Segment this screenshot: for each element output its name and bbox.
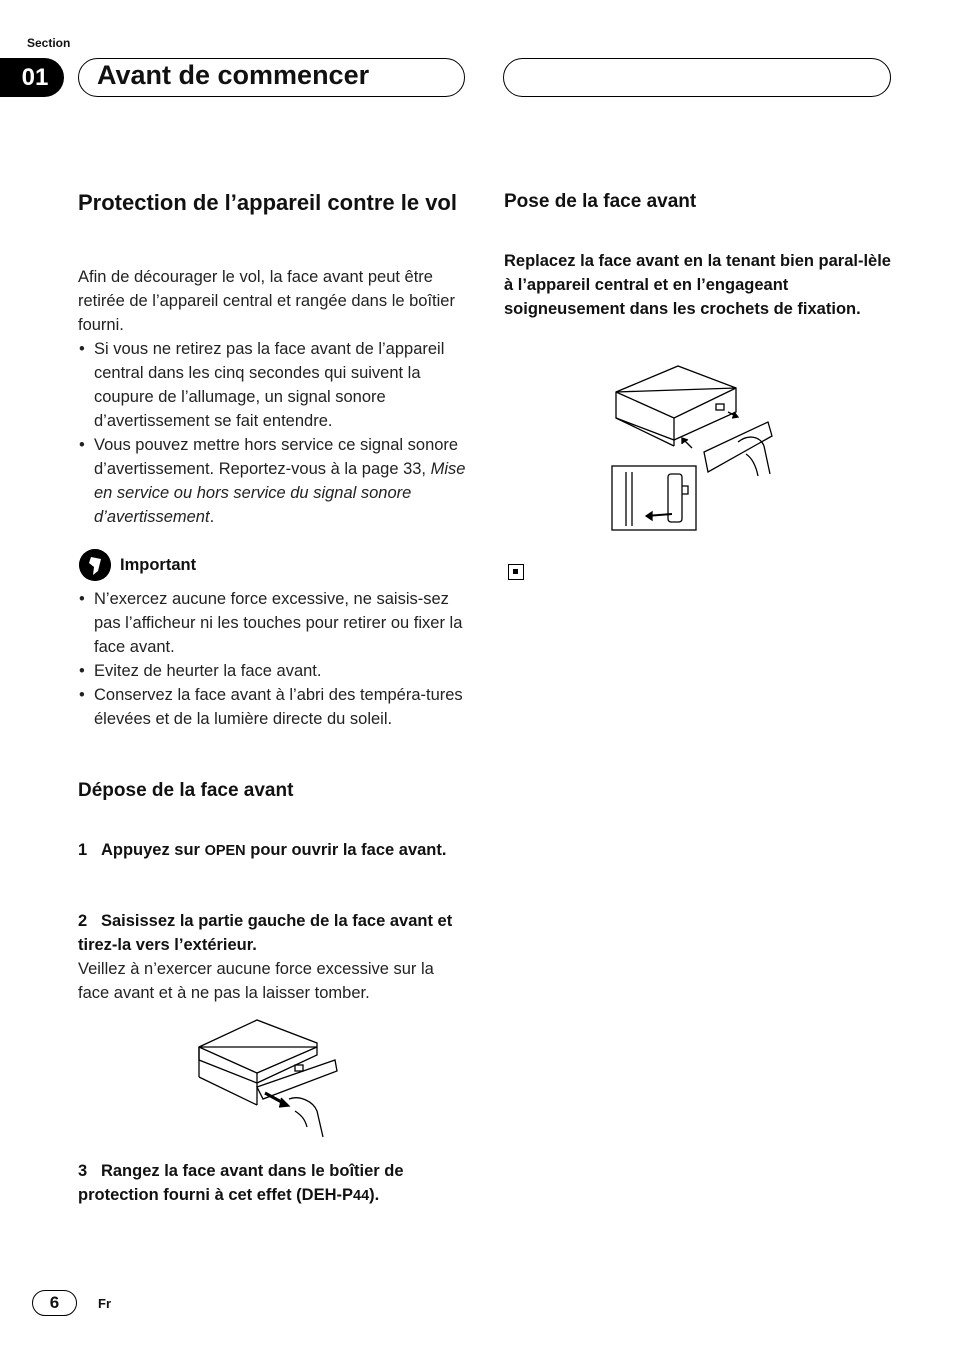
removal-illustration <box>195 1015 345 1140</box>
end-of-section-mark <box>508 564 524 580</box>
section-title: Avant de commencer <box>97 60 370 90</box>
step-text: Appuyez sur <box>100 841 205 859</box>
important-bullet: • Conservez la face avant à l’abri des tempéra-tures élevées et de la lumière directe du soleil. <box>78 683 470 731</box>
attach-heading: Pose de la face avant <box>504 191 697 212</box>
empty-title-box <box>503 58 891 97</box>
step-number: 2 <box>78 912 88 930</box>
theft-protection-heading: Protection de l’appareil contre le vol <box>78 190 457 215</box>
step-2 <box>78 909 468 1005</box>
step-3 <box>78 1159 463 1208</box>
important-bullets <box>78 587 470 731</box>
model-number: 44 <box>353 1188 370 1204</box>
intro-paragraph: Afin de décourager le vol, la face avant peut être retirée de l’appareil central et rangée dans le boîtier fourni. <box>78 268 455 334</box>
removal-heading: Dépose de la face avant <box>78 780 294 801</box>
important-notice <box>79 549 196 581</box>
bullet-text: Vous pouvez mettre hors service ce signal sonore d’avertissement. Reportez-vous à la page 33, <box>94 436 459 478</box>
step-text: pour ouvrir la face avant. <box>245 841 447 859</box>
bullet-warning-signal: • Si vous ne retirez pas la face avant de l’appareil central dans les cinq secondes qui suivent la coupure de l’allumage, un signal sonore d’avertissement se fait entendre. <box>78 337 468 433</box>
attach-illustration <box>608 362 778 537</box>
important-icon <box>79 549 111 581</box>
section-label: Section <box>27 36 71 50</box>
open-key-label: OPEN <box>204 843 246 859</box>
theft-protection-text <box>78 265 468 529</box>
important-bullet: • N’exercez aucune force excessive, ne saisis-sez pas l’afficheur ni les touches pour retirer ou fixer la face avant. <box>78 587 470 659</box>
important-label: Important <box>120 555 197 574</box>
bullet-suffix: . <box>209 508 215 526</box>
step-number: 3 <box>78 1162 88 1180</box>
section-number-badge: 01 <box>0 58 64 97</box>
step-text: Rangez la face avant dans le boîtier de protection fourni à cet effet (DEH-P <box>78 1162 404 1204</box>
step-1 <box>78 838 463 863</box>
cross-reference-link[interactable]: Mise en service ou hors service du signal sonore d’avertissement <box>94 460 466 526</box>
section-title-box <box>78 58 465 97</box>
step-number: 1 <box>78 841 88 859</box>
step-text: ). <box>369 1186 380 1204</box>
step-2-note: Veillez à n’exercer aucune force excessive sur la face avant et à ne pas la laisser tomber. <box>78 960 434 1002</box>
page-number: 6 <box>32 1290 77 1316</box>
attach-instruction: Replacez la face avant en la tenant bien paral-lèle à l’appareil central et en l’engageant soigneusement dans les crochets de fixation. <box>504 252 891 318</box>
bullet-disable-signal <box>78 433 468 529</box>
step-text: Saisissez la partie gauche de la face avant et tirez-la vers l’extérieur. <box>78 912 453 954</box>
language-code: Fr <box>98 1296 111 1311</box>
important-bullet: • Evitez de heurter la face avant. <box>78 659 470 683</box>
